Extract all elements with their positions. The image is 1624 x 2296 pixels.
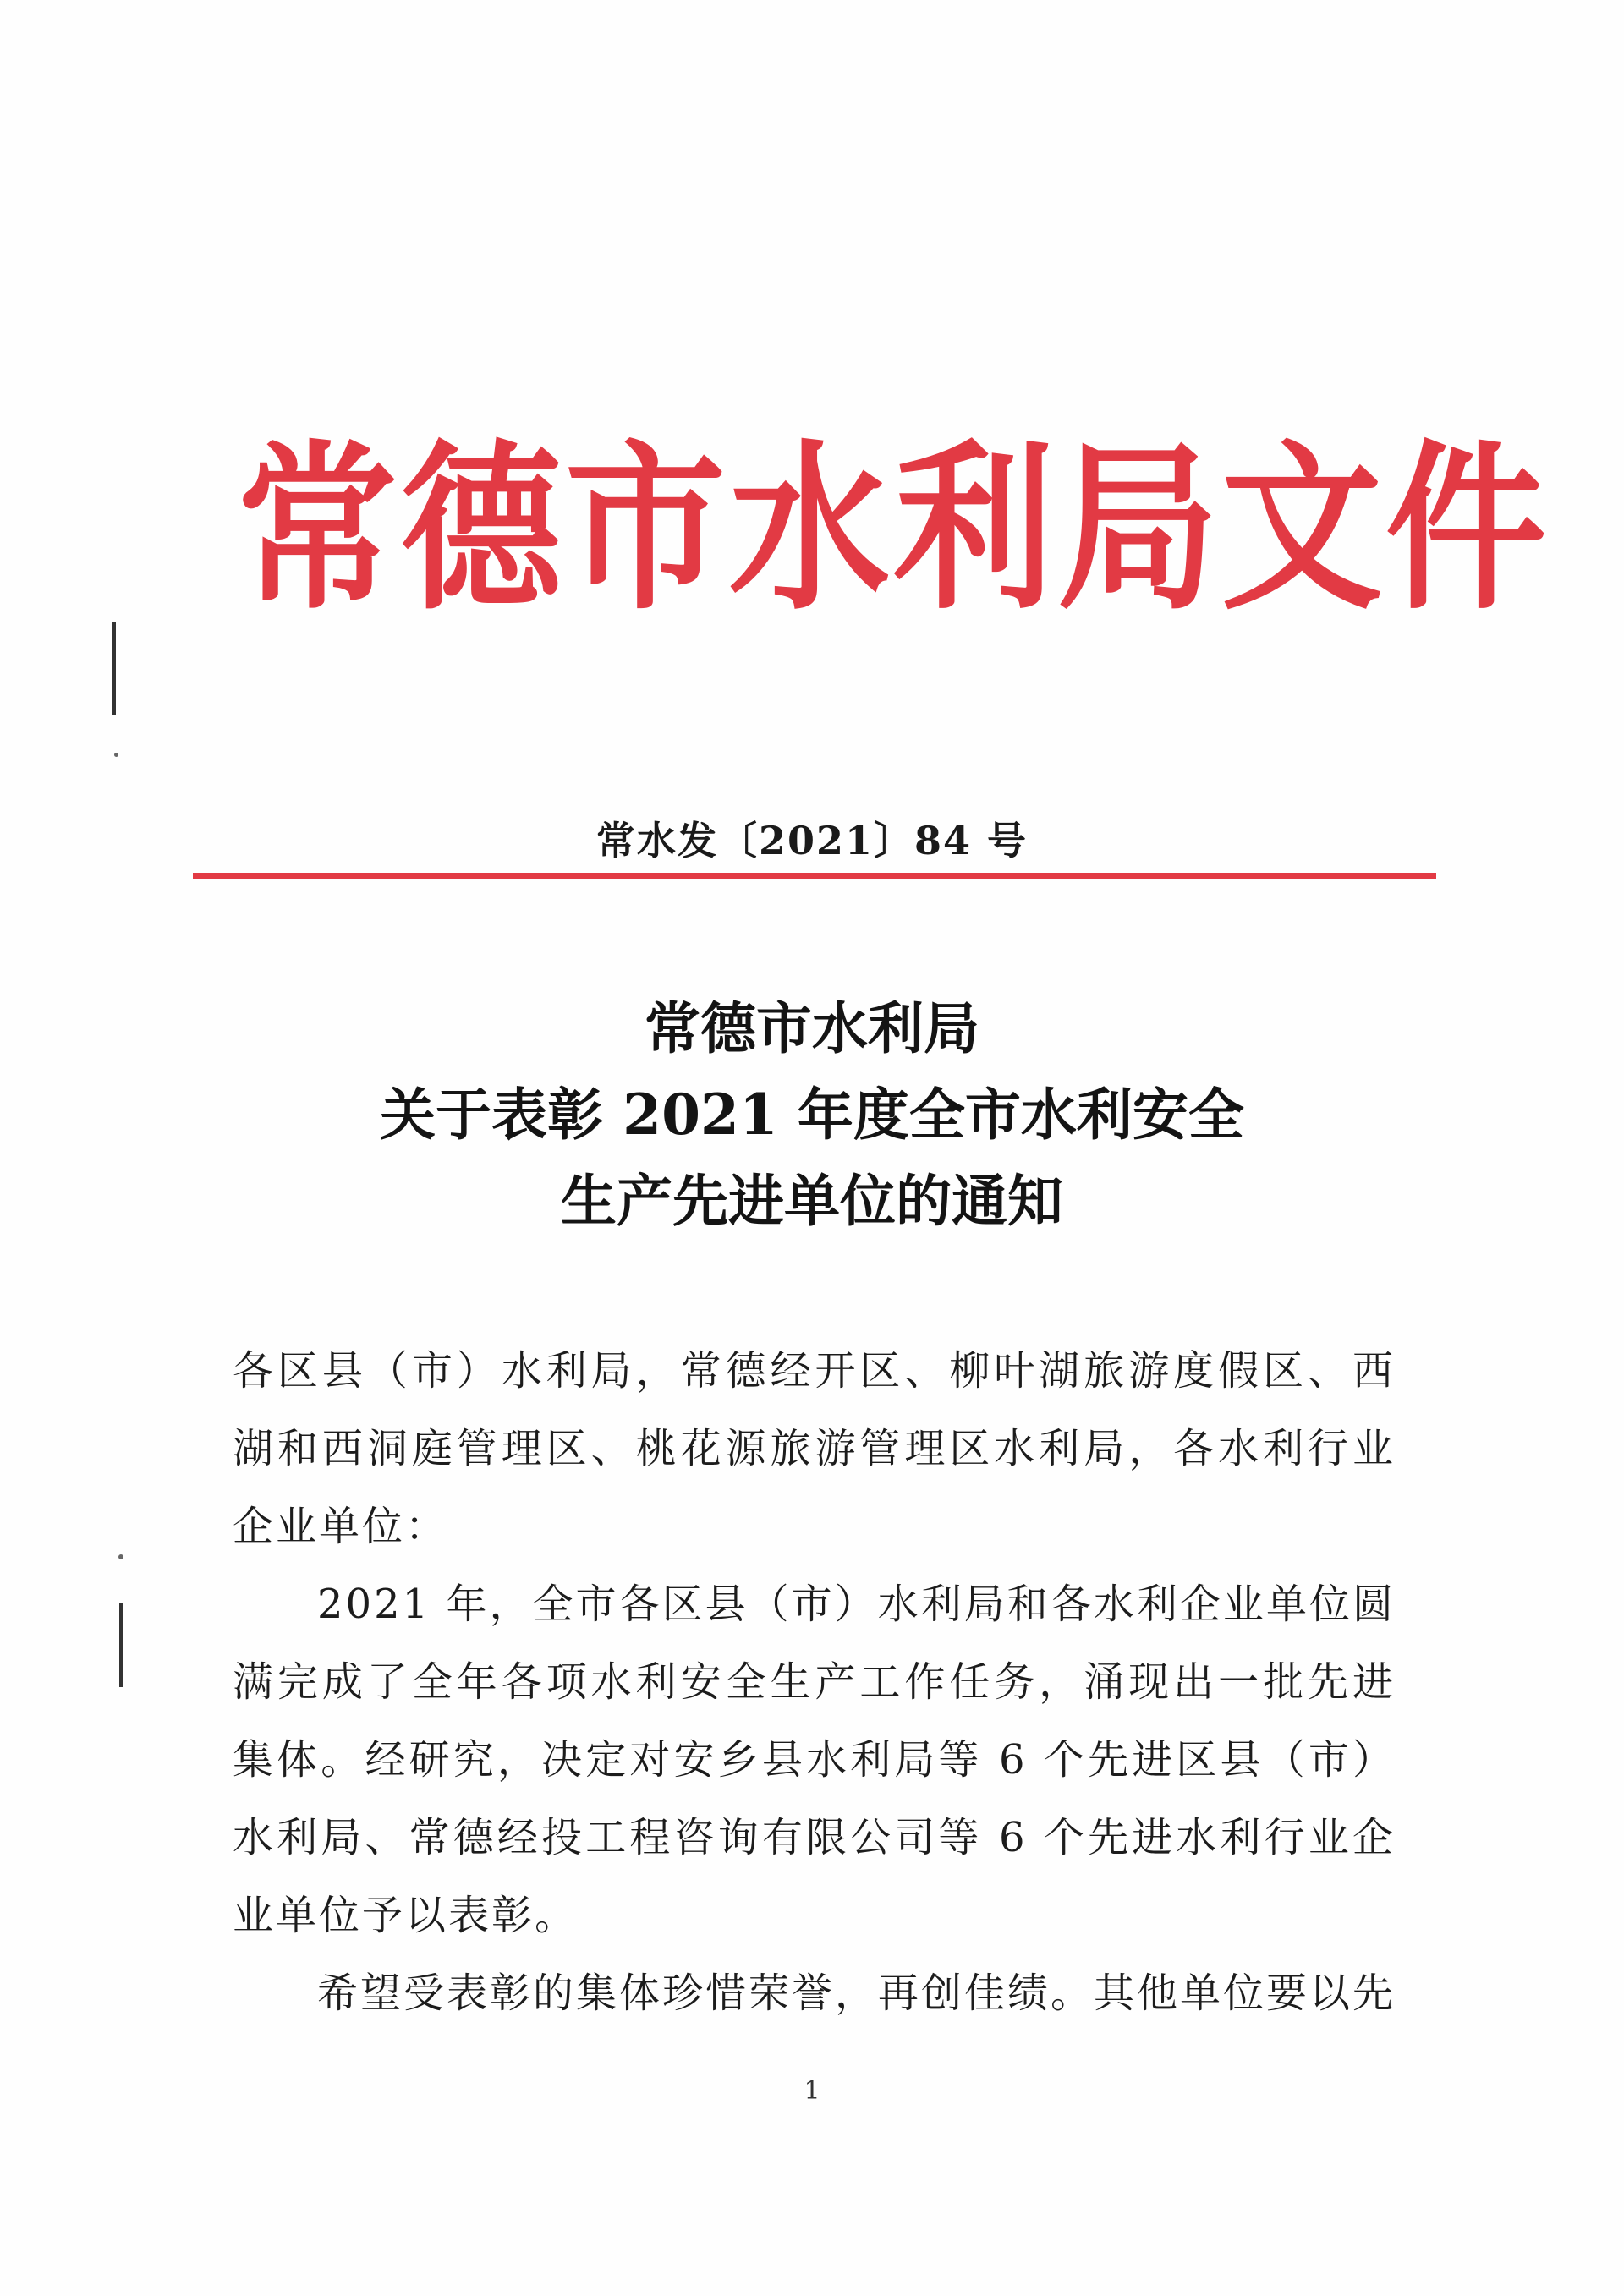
title-line: 常德市水利局 xyxy=(645,995,979,1061)
scan-edge-mark xyxy=(112,622,116,715)
document-masthead: 常德市水利局文件 xyxy=(237,425,1550,634)
page-number: 1 xyxy=(804,2076,820,2106)
body-paragraph: 希望受表彰的集体珍惜荣誉，再创佳绩。其他单位要以先 xyxy=(317,1970,1396,2017)
title-line: 生产先进单位的通知 xyxy=(561,1168,1063,1234)
salutation: 各区县（市）水利局，常德经开区、柳叶湖旅游度假区、西湖和西洞庭管理区、桃花源旅游管理区水利局，各水利行业企业单位： xyxy=(233,1347,1396,1550)
body-paragraph: 2021 年，全市各区县（市）水利局和各水利企业单位圆满完成了全年各项水利安全生产工作任务，涌现出一批先进集体。经研究，决定对安乡县水利局等 6 个先进区县（市）水利局、常德经投工程咨询有限公司等 6 个先进水利行业企业单位予以表彰。 xyxy=(233,1581,1396,1939)
title-line: 关于表彰 2021 年度全市水利安全 xyxy=(380,1082,1244,1148)
document-number: 常水发〔2021〕84 号 xyxy=(595,818,1029,863)
document-title xyxy=(220,985,1404,1244)
scan-speck xyxy=(118,1554,123,1559)
document-body xyxy=(233,1332,1396,2032)
scan-speck xyxy=(114,753,118,757)
scan-edge-mark xyxy=(119,1603,123,1687)
red-separator-line xyxy=(193,873,1436,879)
